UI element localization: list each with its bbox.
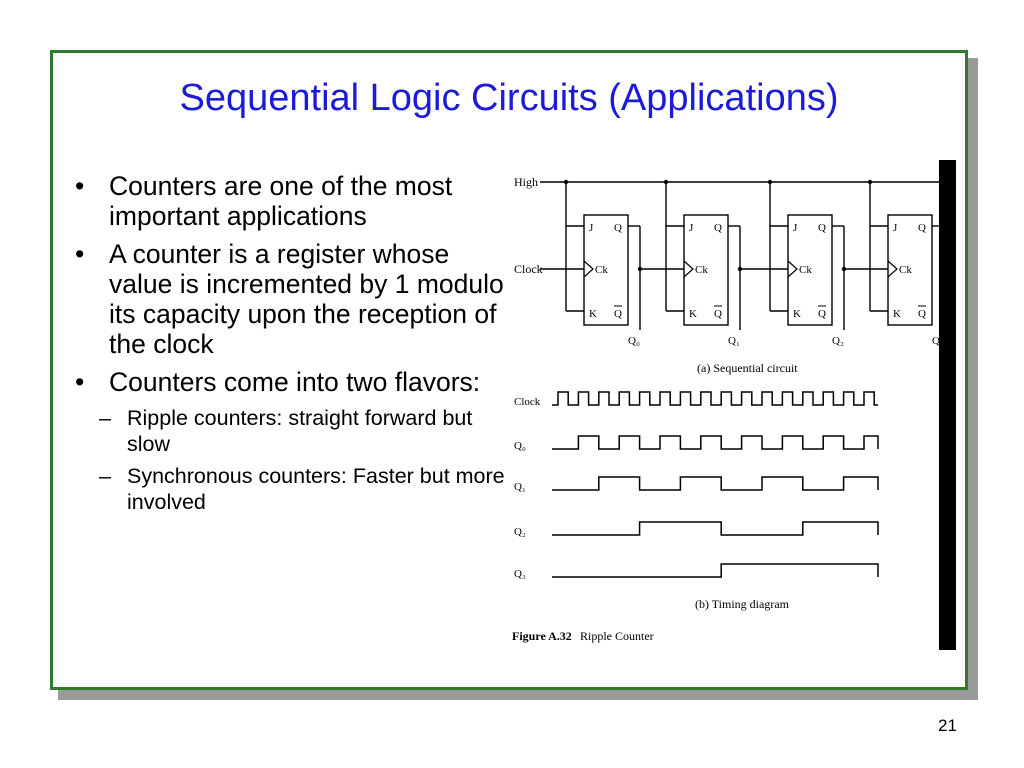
bullet-list [75, 171, 515, 521]
signal-label: Q₀ [514, 440, 526, 452]
sub-bullet-item [75, 405, 515, 457]
junction-dot [564, 180, 568, 184]
sub-bullet-item [75, 463, 515, 515]
ck-label: Ck [695, 264, 708, 276]
junction-dot [664, 180, 668, 184]
qbar-label: Q [918, 308, 926, 320]
ck-label: Ck [799, 264, 812, 276]
dash-icon: – [99, 406, 111, 430]
j-label: J [793, 222, 798, 234]
q-label: Q [818, 222, 826, 234]
clock-triangle-icon [584, 261, 593, 277]
signal-waveform [552, 436, 878, 449]
ripple-counter-figure [500, 155, 960, 655]
figure-number: Figure A.32 [512, 629, 572, 643]
signal-waveform [552, 522, 878, 535]
ck-label: Ck [595, 264, 608, 276]
bullet-item [75, 367, 515, 397]
bullet-text: Counters are one of the most important applications [109, 171, 453, 231]
qbar-label: Q [614, 308, 622, 320]
signal-waveform [552, 477, 878, 490]
q-label: Q [714, 222, 722, 234]
j-label: J [893, 222, 898, 234]
signal-waveform [552, 392, 878, 405]
k-label: K [689, 308, 697, 320]
output-label: Q₂ [832, 335, 844, 347]
clock-label: Clock [514, 262, 543, 276]
clock-triangle-icon [888, 261, 897, 277]
qbar-label: Q [818, 308, 826, 320]
signal-label: Q₁ [514, 481, 526, 493]
junction-dot [868, 180, 872, 184]
bullet-text: A counter is a register whose value is incremented by 1 modulo its capacity upon the reception of the clock [109, 239, 504, 359]
output-label: Q [932, 335, 940, 347]
qbar-label: Q [714, 308, 722, 320]
junction-dot [738, 267, 742, 271]
k-label: K [793, 308, 801, 320]
junction-dot [768, 180, 772, 184]
sub-bullet-text: Ripple counters: straight forward but slow [127, 406, 473, 456]
k-label: K [893, 308, 901, 320]
j-label: J [689, 222, 694, 234]
sub-bullet-text: Synchronous counters: Faster but more involved [127, 464, 505, 514]
bullet-dot-icon: • [75, 171, 85, 201]
k-label: K [589, 308, 597, 320]
clock-triangle-icon [788, 261, 797, 277]
q-label: Q [614, 222, 622, 234]
junction-dot [842, 267, 846, 271]
flipflop-group [564, 180, 944, 347]
scan-edge [939, 160, 956, 650]
bullet-dot-icon: • [75, 367, 85, 397]
bullet-item [75, 171, 515, 231]
dash-icon: – [99, 464, 111, 488]
timing-caption: (b) Timing diagram [695, 597, 790, 611]
signal-label: Q₂ [514, 526, 526, 538]
bullet-text: Counters come into two flavors: [109, 367, 481, 397]
flipflop [868, 180, 944, 347]
bullet-item [75, 239, 515, 359]
signal-label: Clock [514, 396, 541, 408]
j-label: J [589, 222, 594, 234]
page-number: 21 [938, 716, 957, 735]
clock-triangle-icon [684, 261, 693, 277]
figure-title: Ripple Counter [580, 629, 654, 643]
signal-label: Q₃ [514, 568, 526, 580]
output-label: Q₀ [628, 335, 640, 347]
timing-diagram [514, 392, 878, 580]
ck-label: Ck [899, 264, 912, 276]
slide-title: Sequential Logic Circuits (Applications) [179, 77, 839, 119]
high-label: High [514, 175, 538, 189]
output-label: Q₁ [728, 335, 740, 347]
signal-waveform [552, 564, 878, 577]
circuit-caption: (a) Sequential circuit [697, 361, 798, 375]
junction-dot [638, 267, 642, 271]
bullet-dot-icon: • [75, 239, 85, 269]
q-label: Q [918, 222, 926, 234]
